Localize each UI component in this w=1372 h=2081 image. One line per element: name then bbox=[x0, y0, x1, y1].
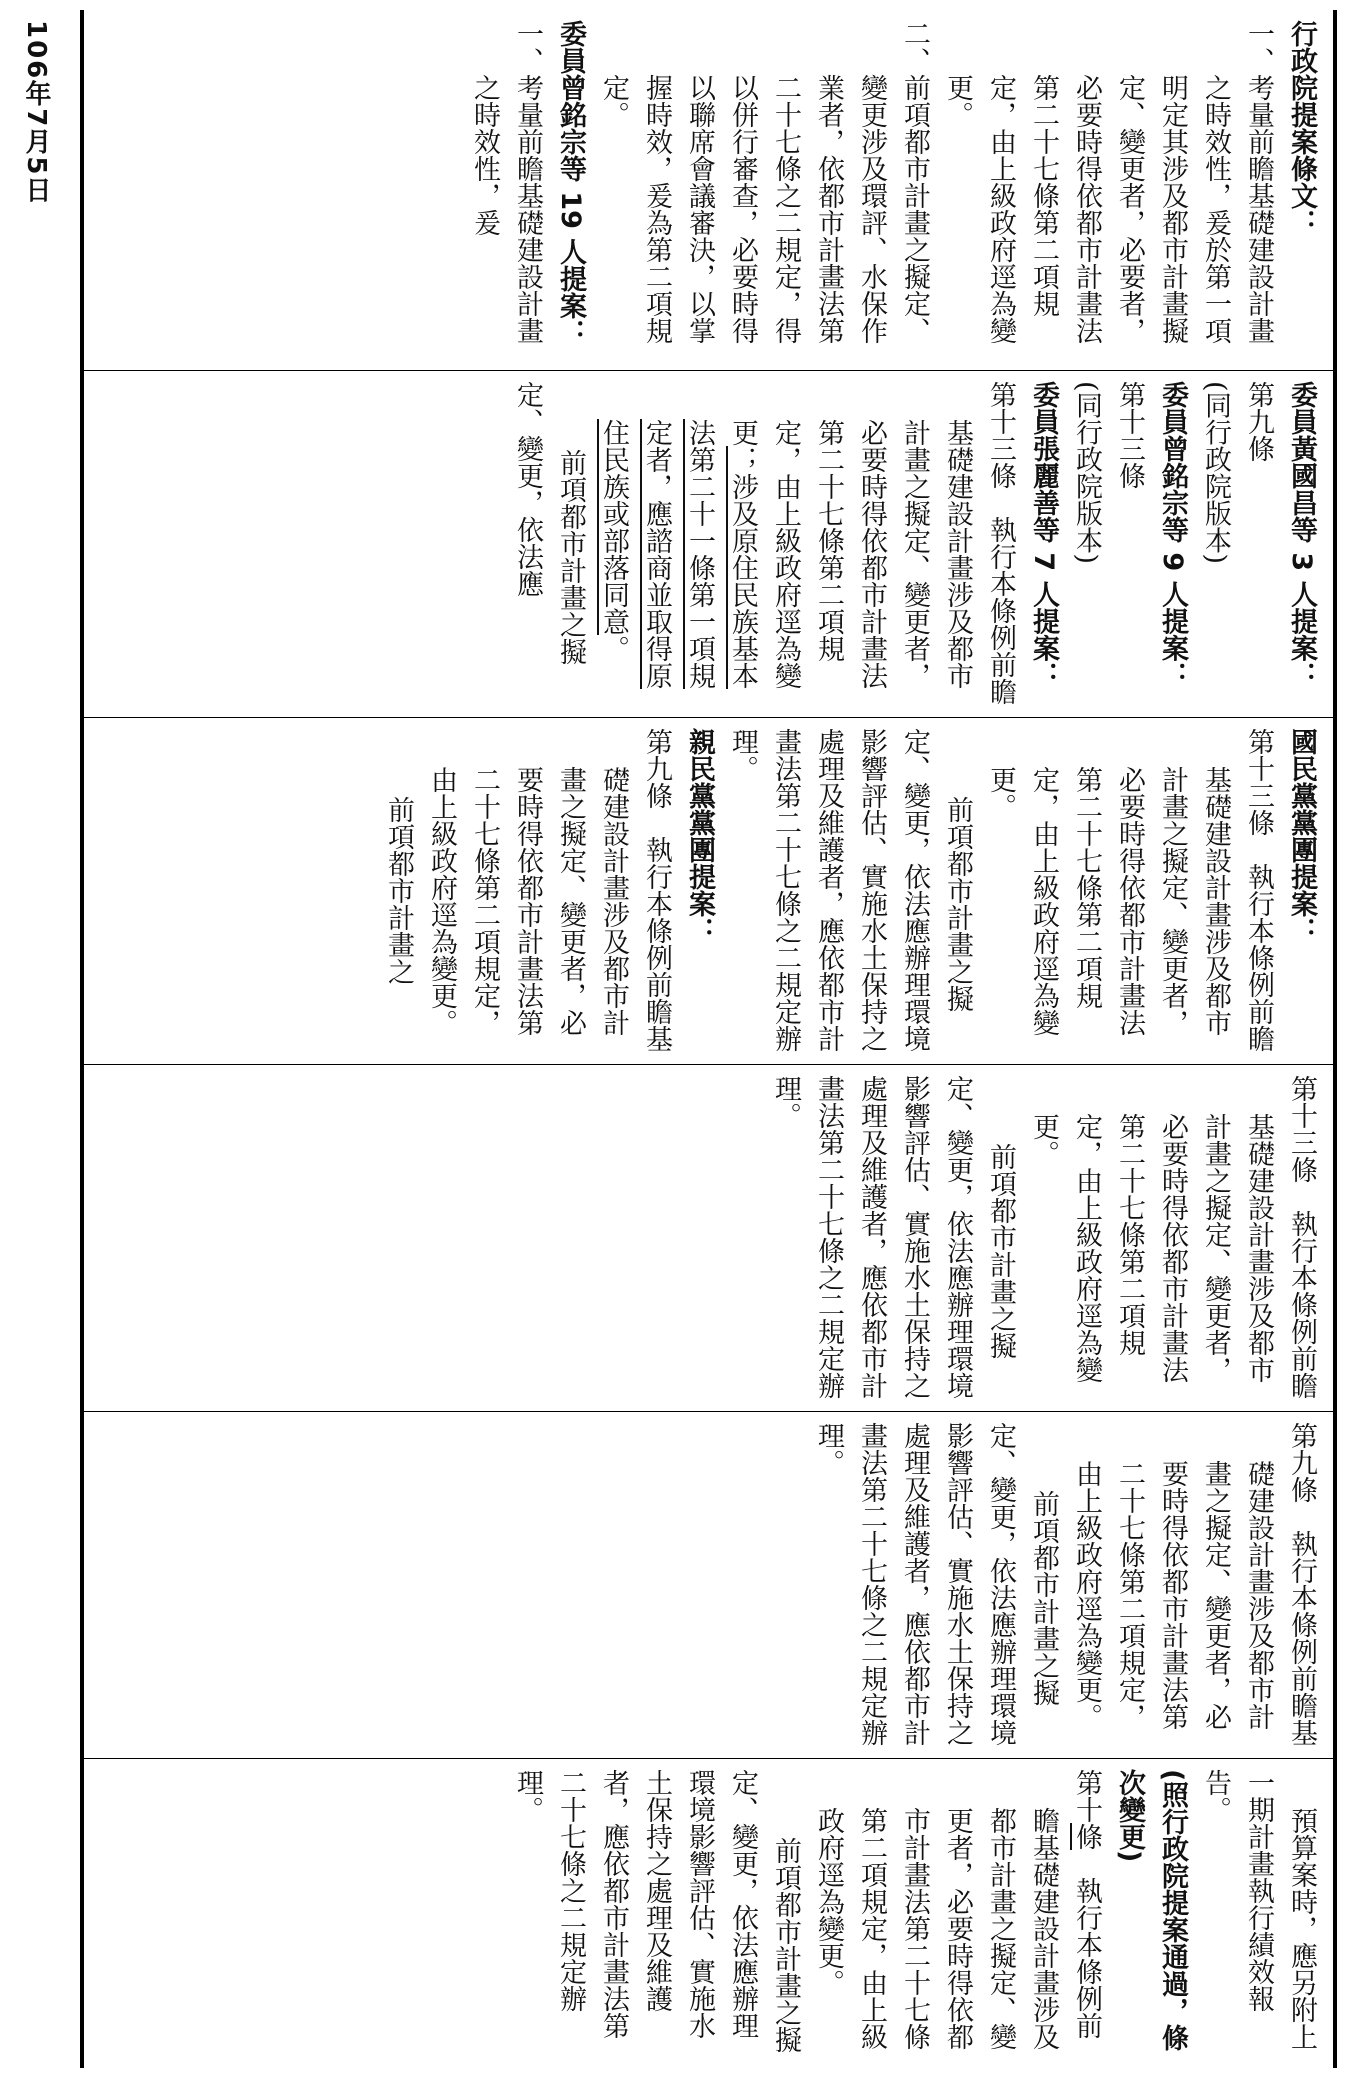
text-run: 一、考量前瞻基礎建設計畫之時效性，爰 bbox=[469, 20, 543, 344]
text-run: 第十三條 執行本條例前瞻基礎建設計畫涉及都市計畫之擬定、變更者，必要時得依都市計畫法第二十七條第二項規定，由上級政府逕為變更。 bbox=[1028, 1075, 1317, 1399]
text-run: 第十三條 bbox=[1114, 381, 1145, 489]
text-paragraph bbox=[463, 20, 549, 358]
row-article-13-text bbox=[84, 1064, 1333, 1411]
text-paragraph bbox=[592, 381, 1022, 705]
text-paragraph bbox=[807, 1769, 1108, 2056]
text-run: 。 bbox=[598, 634, 629, 662]
text-run: 委員曾銘宗等 19 人提案： bbox=[555, 20, 586, 347]
text-run: (同行政院版本) bbox=[1071, 381, 1102, 565]
text-run: 二、前項都市計畫之擬定、變更涉及環評、水保作業者，依都市計畫法第二十七條之二規定，得以併行審查，必要時得以聯席會議審決，以掌握時效，爰為第二項規定。 bbox=[598, 20, 930, 344]
text-run: (同行政院版本) bbox=[1200, 381, 1231, 565]
cell-passed-text bbox=[92, 1769, 1323, 2056]
text-run: 前項都市計畫之擬定、變更，依法應 bbox=[512, 381, 586, 665]
cell-article-13-text bbox=[92, 1075, 1323, 1399]
section-heading bbox=[549, 20, 592, 358]
text-run: 親民黨黨團提案： bbox=[684, 728, 715, 944]
text-run: 前項都市計畫之擬定、變更，依法應辦理環境影響評估、實施水土保持之處理及維護者，應依都市計畫法第二十七條之二規定辦理。 bbox=[770, 1075, 1016, 1399]
row-executive-yuan-explanation bbox=[84, 10, 1333, 370]
text-paragraph bbox=[1194, 381, 1237, 705]
text-paragraph bbox=[979, 728, 1280, 1052]
text-run: 第九條 bbox=[1243, 381, 1274, 462]
text-run: 一、考量前瞻基礎建設計畫之時效性，爰於第一項明定其涉及都市計畫擬定、變更者，必要者，必要時得依都市計畫法第二十七條第二項規定，由上級政府逕為變更。 bbox=[942, 20, 1274, 344]
cell-executive-yuan-explanation bbox=[92, 20, 1323, 358]
text-run: 委員張麗善等 7 人提案： bbox=[1028, 381, 1059, 689]
text-paragraph bbox=[807, 1422, 1065, 1746]
text-paragraph bbox=[1022, 1075, 1323, 1399]
section-heading bbox=[1280, 728, 1323, 1052]
amended-text: ；涉及原住民族基本法第二十一條第一項規定者，應諮商並取得原住民族或部落同意 bbox=[598, 418, 758, 689]
text-run: 國民黨黨團提案： bbox=[1286, 728, 1317, 944]
text-paragraph bbox=[592, 20, 936, 358]
section-heading bbox=[678, 728, 721, 1052]
text-paragraph bbox=[1065, 381, 1108, 705]
section-heading bbox=[1280, 20, 1323, 358]
text-run: 委員黃國昌等 3 人提案： bbox=[1286, 381, 1317, 689]
text-paragraph bbox=[936, 20, 1280, 358]
section-heading bbox=[1108, 1769, 1194, 2056]
text-paragraph bbox=[1108, 381, 1151, 705]
text-run: 前項都市計畫之擬定、變更，依法應辦理環境影響評估、實施水土保持之處理及維護者，應依都市計畫法第二十七條之二規定辦理。 bbox=[512, 1769, 801, 2053]
text-paragraph bbox=[764, 1075, 1022, 1399]
row-article-9-text bbox=[84, 1411, 1333, 1758]
cell-member-proposals bbox=[92, 381, 1323, 705]
amended-text: 條 bbox=[1071, 1823, 1102, 1850]
text-run: 前項都市計畫之 bbox=[383, 795, 414, 985]
cell-party-caucus-proposals bbox=[92, 728, 1323, 1052]
page-date-header: 106年7月5日 bbox=[21, 20, 51, 205]
section-heading bbox=[1280, 381, 1323, 705]
text-paragraph bbox=[1237, 381, 1280, 705]
row-passed-text bbox=[84, 1758, 1333, 2068]
text-run: (照行政院提案通過，條次變更) bbox=[1114, 1769, 1188, 2052]
text-paragraph bbox=[420, 728, 678, 1052]
text-run: 第十 bbox=[1071, 1769, 1102, 1823]
text-run: 第九條 執行本條例前瞻基礎建設計畫涉及都市計畫之擬定、變更者，必要時得依都市計畫法第二十七條第二項規定，由上級政府逕為變更。 bbox=[426, 728, 672, 1052]
text-paragraph bbox=[377, 728, 420, 1052]
text-paragraph bbox=[506, 381, 592, 705]
section-heading bbox=[1151, 381, 1194, 705]
text-paragraph bbox=[721, 728, 979, 1052]
text-run: 委員曾銘宗等 9 人提案： bbox=[1157, 381, 1188, 689]
cell-article-9-text bbox=[92, 1422, 1323, 1746]
row-party-caucus-proposals bbox=[84, 717, 1333, 1064]
text-run: 預算案時，應另附上一期計畫執行績效報告。 bbox=[1200, 1769, 1317, 2050]
text-run: 行政院提案條文： bbox=[1286, 20, 1317, 236]
section-heading bbox=[1022, 381, 1065, 705]
text-paragraph bbox=[1194, 1769, 1323, 2056]
text-run: 執行本條例前瞻基礎建設計畫涉及都市計畫之擬定、變更者，必要時得依都市計畫法第二十七條第二項規定，由上級政府逕為變更。 bbox=[813, 1806, 1102, 2050]
row-member-proposals bbox=[84, 370, 1333, 717]
text-run: 第十三條 執行本條例前瞻基礎建設計畫涉及都市計畫之擬定、變更者，必要時得依都市計畫法第二十七條第二項規定，由上級政府逕為變更 bbox=[727, 381, 1016, 705]
text-run: 前項都市計畫之擬定、變更，依法應辦理環境影響評估、實施水土保持之處理及維護者，應依都市計畫法第二十七條之二規定辦理。 bbox=[727, 728, 973, 1052]
text-paragraph bbox=[1065, 1422, 1323, 1746]
text-paragraph bbox=[506, 1769, 807, 2056]
text-run: 前項都市計畫之擬定、變更，依法應辦理環境影響評估、實施水土保持之處理及維護者，應依都市計畫法第二十七條之二規定辦理。 bbox=[813, 1422, 1059, 1746]
text-run: 第十三條 執行本條例前瞻基礎建設計畫涉及都市計畫之擬定、變更者，必要時得依都市計畫法第二十七條第二項規定，由上級政府逕為變更。 bbox=[985, 728, 1274, 1052]
comparison-table bbox=[80, 10, 1337, 2068]
text-run: 第九條 執行本條例前瞻基礎建設計畫涉及都市計畫之擬定、變更者，必要時得依都市計畫法第二十七條第二項規定，由上級政府逕為變更。 bbox=[1071, 1422, 1317, 1746]
